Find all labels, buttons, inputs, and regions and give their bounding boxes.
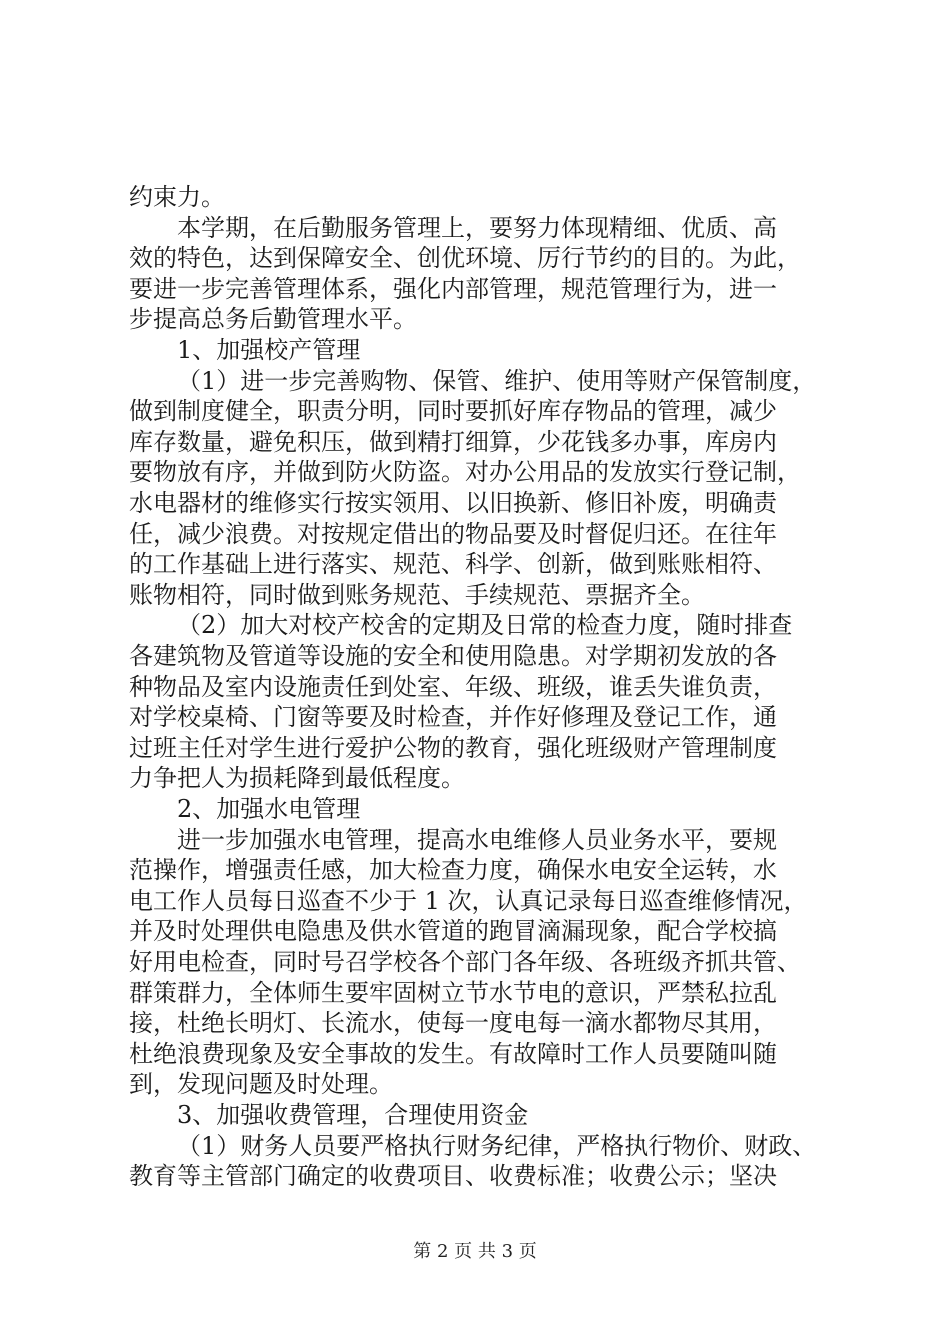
text-line: 水电器材的维修实行按实领用、以旧换新、修旧补废，明确责 <box>129 489 777 517</box>
text-line: 种物品及室内设施责任到处室、年级、班级，谁丢失谁负责， <box>129 673 777 701</box>
text-line: 到，发现问题及时处理。 <box>129 1070 393 1098</box>
section-heading: 3、加强收费管理，合理使用资金 <box>177 1101 529 1129</box>
text-line: 接，杜绝长明灯、长流水，使每一度电每一滴水都物尽其用， <box>129 1009 777 1037</box>
text-line: 杜绝浪费现象及安全事故的发生。有故障时工作人员要随叫随 <box>129 1040 777 1068</box>
text-line: 的工作基础上进行落实、规范、科学、创新，做到账账相符、 <box>129 550 777 578</box>
text-line: 做到制度健全，职责分明，同时要抓好库存物品的管理，减少 <box>129 397 777 425</box>
text-line: 过班主任对学生进行爱护公物的教育，强化班级财产管理制度 <box>129 734 777 762</box>
text-line: 电工作人员每日巡查不少于 1 次，认真记录每日巡查维修情况， <box>129 887 808 915</box>
text-line: 对学校桌椅、门窗等要及时检查，并作好修理及登记工作，通 <box>129 703 777 731</box>
text-line: 并及时处理供电隐患及供水管道的跑冒滴漏现象，配合学校搞 <box>129 917 777 945</box>
text-line: （1）进一步完善购物、保管、维护、使用等财产保管制度， <box>177 367 817 395</box>
text-line: 进一步加强水电管理，提高水电维修人员业务水平，要规 <box>177 826 777 854</box>
text-line: 约束力。 <box>129 183 225 211</box>
text-line: 效的特色，达到保障安全、创优环境、厉行节约的目的。为此， <box>129 244 801 272</box>
section-heading: 2、加强水电管理 <box>177 795 361 823</box>
text-line: 教育等主管部门确定的收费项目、收费标准；收费公示；坚决 <box>129 1162 777 1190</box>
text-line: 账物相符，同时做到账务规范、手续规范、票据齐全。 <box>129 581 705 609</box>
text-line: 库存数量，避免积压，做到精打细算，少花钱多办事，库房内 <box>129 428 777 456</box>
page-number-footer: 第 2 页 共 3 页 <box>413 1241 537 1262</box>
section-heading: 1、加强校产管理 <box>177 336 361 364</box>
text-line: 任，减少浪费。对按规定借出的物品要及时督促归还。在往年 <box>129 520 777 548</box>
text-line: 步提高总务后勤管理水平。 <box>129 305 417 333</box>
text-line: 群策群力，全体师生要牢固树立节水节电的意识，严禁私拉乱 <box>129 979 777 1007</box>
text-line: 要物放有序，并做到防火防盗。对办公用品的发放实行登记制， <box>129 458 801 486</box>
text-line: 本学期，在后勤服务管理上，要努力体现精细、优质、高 <box>177 214 777 242</box>
text-line: （1）财务人员要严格执行财务纪律，严格执行物价、财政、 <box>177 1132 817 1160</box>
text-line: 要进一步完善管理体系，强化内部管理，规范管理行为，进一 <box>129 275 777 303</box>
text-line: 好用电检查，同时号召学校各个部门各年级、各班级齐抓共管、 <box>129 948 801 976</box>
text-line: 范操作，增强责任感，加大检查力度，确保水电安全运转，水 <box>129 856 777 884</box>
text-line: 力争把人为损耗降到最低程度。 <box>129 764 465 792</box>
text-line: （2）加大对校产校舍的定期及日常的检查力度，随时排查 <box>177 611 793 639</box>
text-line: 各建筑物及管道等设施的安全和使用隐患。对学期初发放的各 <box>129 642 777 670</box>
